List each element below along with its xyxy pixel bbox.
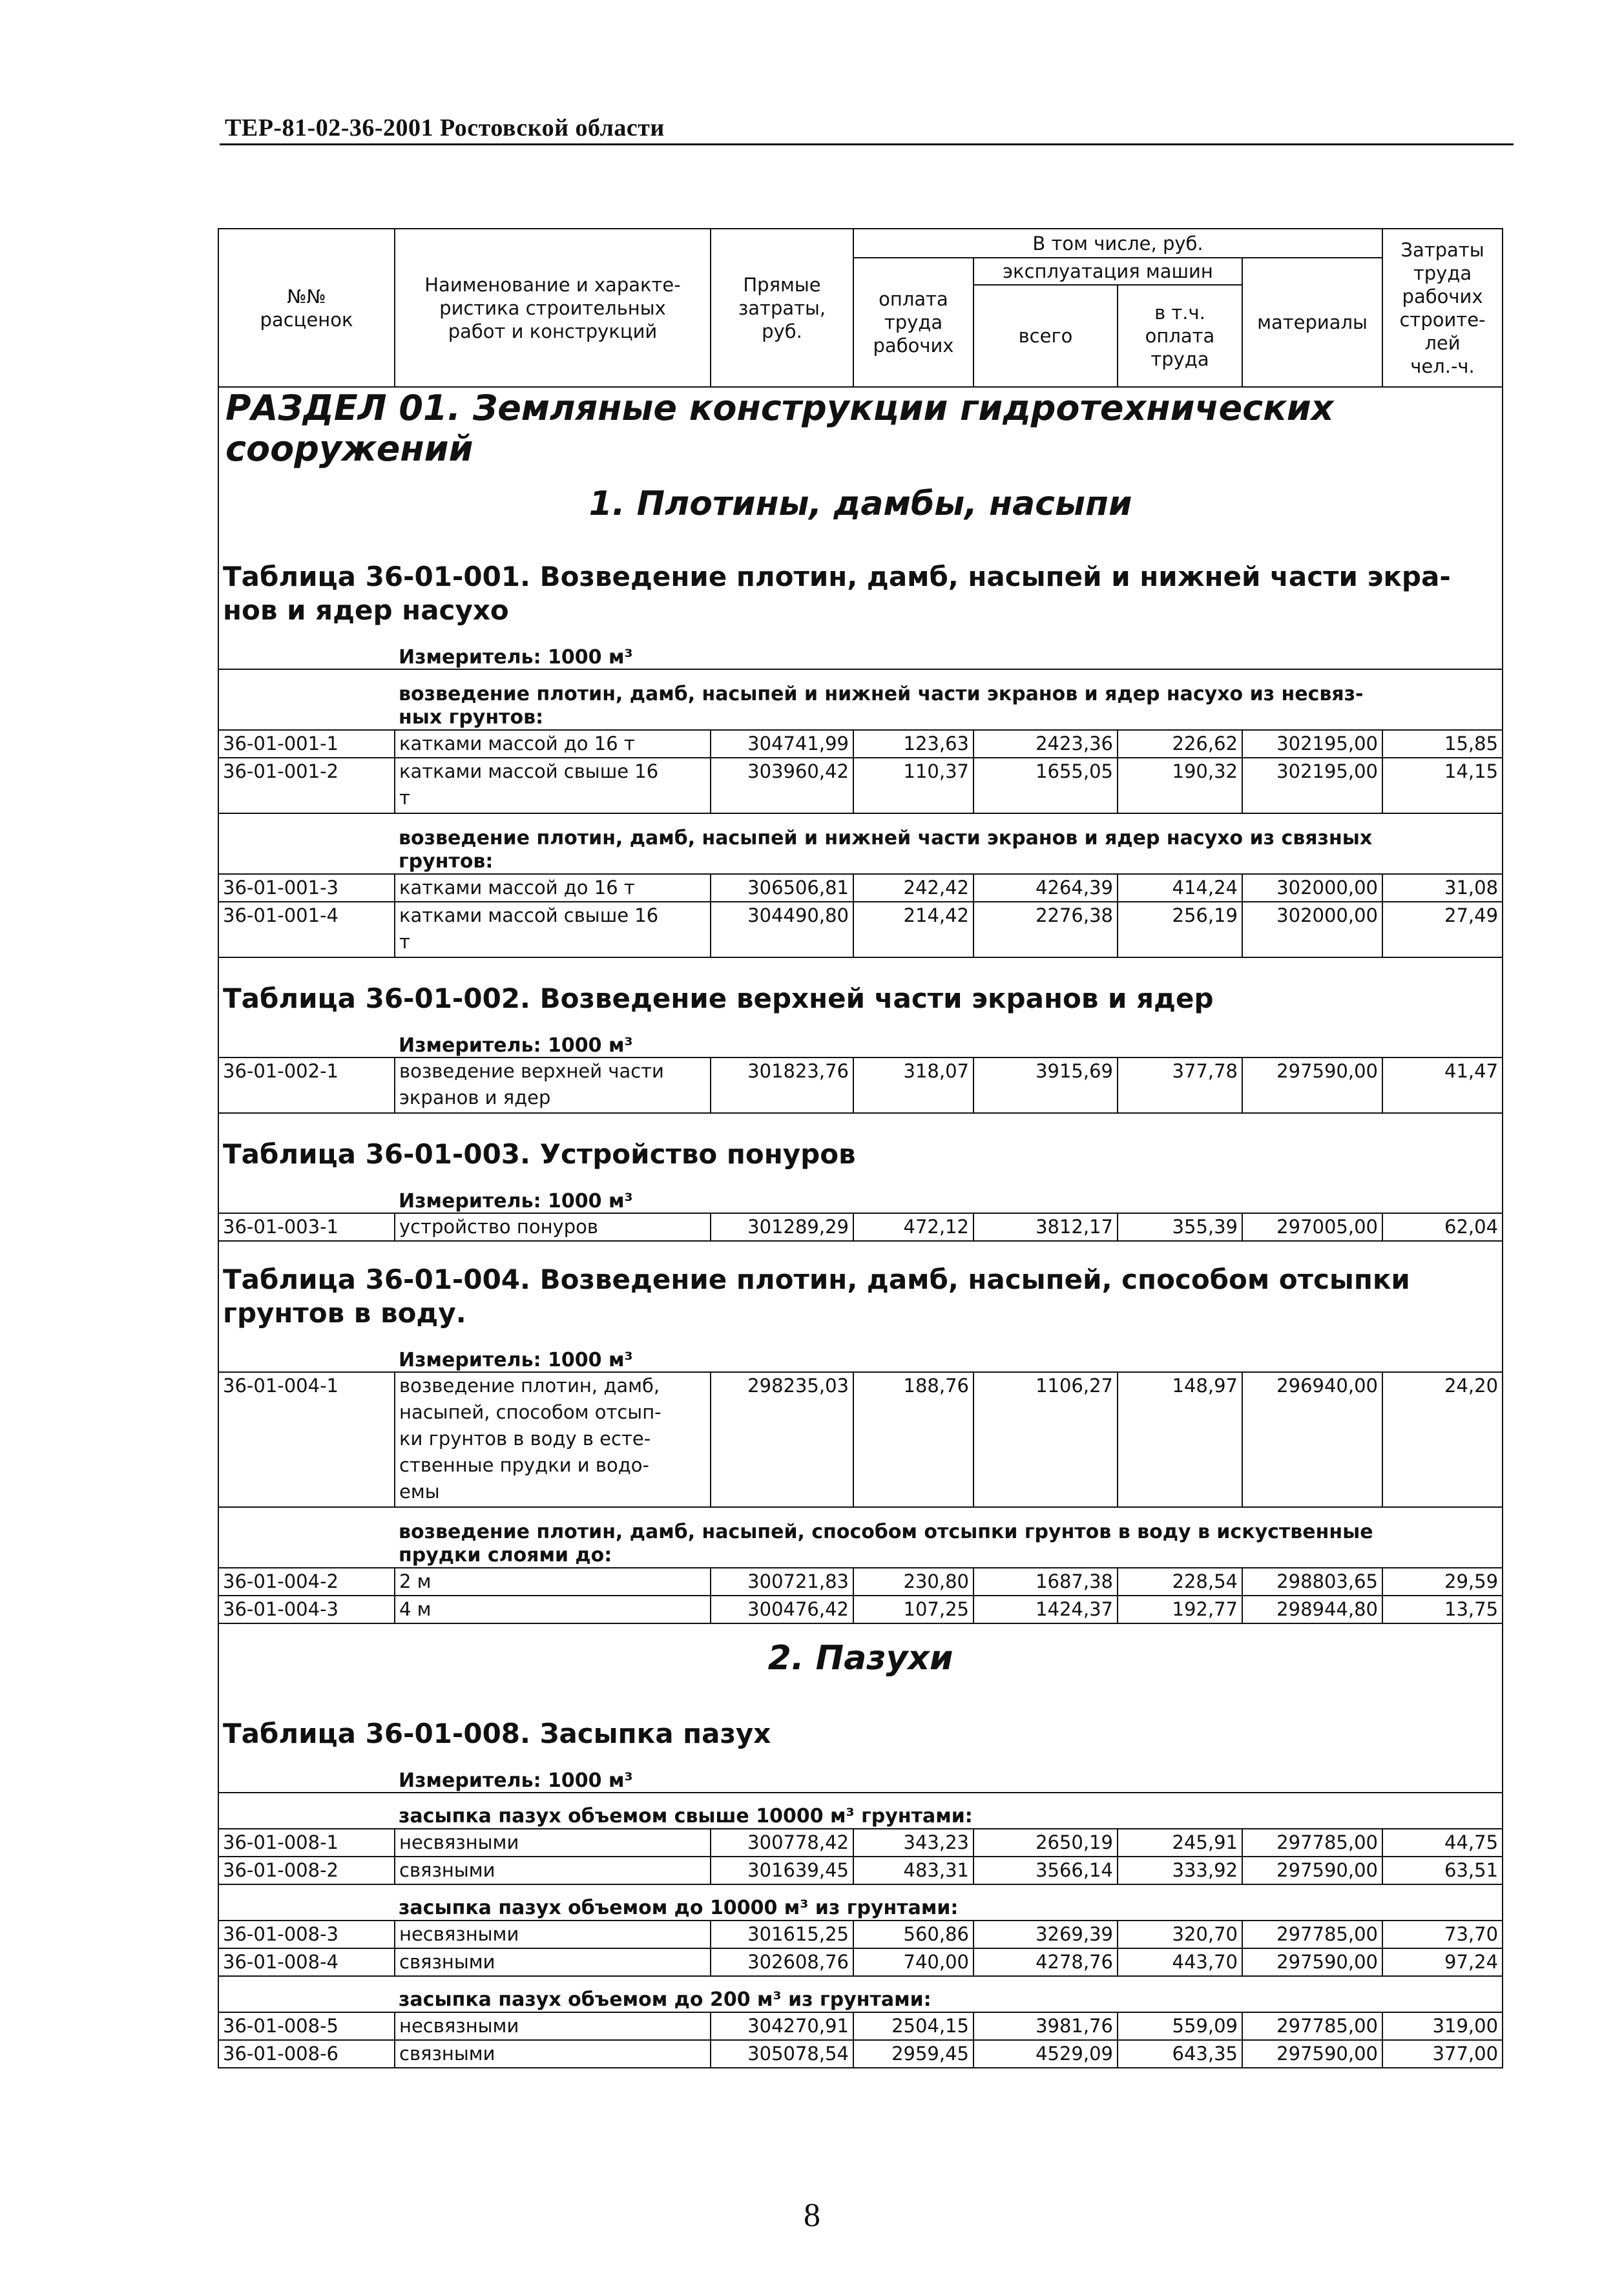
table-header — [218, 228, 1503, 388]
table-row — [218, 1921, 1503, 1948]
direct-costs: 304270,91 — [711, 2012, 853, 2040]
group-heading: возведение плотин, дамб, насыпей и нижней части экранов и ядер насухо из несвяз- ных грунтов: — [395, 669, 1503, 730]
subsection-heading-row — [218, 469, 1503, 538]
work-name: катками массой свыше 16 т — [395, 902, 711, 957]
materials: 298803,65 — [1242, 1568, 1382, 1596]
machines-total: 3915,69 — [973, 1057, 1118, 1113]
labor-hours: 15,85 — [1382, 730, 1503, 758]
machines-labor: 190,32 — [1118, 758, 1242, 813]
direct-costs: 303960,42 — [711, 758, 853, 813]
group-heading-row — [218, 1507, 1503, 1568]
materials: 297785,00 — [1242, 1921, 1382, 1948]
subsection-heading-row — [218, 1623, 1503, 1693]
labor-pay: 230,80 — [853, 1568, 973, 1596]
header-code: №№ расценок — [218, 229, 395, 387]
machines-labor: 643,35 — [1118, 2040, 1242, 2068]
spacer — [218, 1793, 395, 1829]
group-heading-row — [218, 1793, 1503, 1829]
section-heading-row — [218, 387, 1503, 469]
machines-total: 2276,38 — [973, 902, 1118, 957]
rate-code: 36-01-008-6 — [218, 2040, 395, 2068]
subsection-heading: 1. Плотины, дамбы, насыпи — [218, 469, 1503, 538]
work-name: несвязными — [395, 1921, 711, 1948]
machines-labor: 192,77 — [1118, 1596, 1242, 1623]
table-row — [218, 1596, 1503, 1623]
machines-labor: 256,19 — [1118, 902, 1242, 957]
materials: 297590,00 — [1242, 1857, 1382, 1884]
materials: 297590,00 — [1242, 2040, 1382, 2068]
group-heading: засыпка пазух объемом до 10000 м³ из грунтами: — [395, 1884, 1503, 1921]
direct-costs: 305078,54 — [711, 2040, 853, 2068]
header-machines-total: всего — [973, 285, 1118, 387]
group-heading-row — [218, 669, 1503, 730]
labor-pay: 107,25 — [853, 1596, 973, 1623]
direct-costs: 304741,99 — [711, 730, 853, 758]
group-heading: возведение плотин, дамб, насыпей и нижней части экранов и ядер насухо из связных грунтов: — [395, 813, 1503, 874]
spacer — [218, 1507, 395, 1568]
measure-unit-row — [218, 632, 1503, 669]
header-machines-labor: в т.ч. оплата труда — [1118, 285, 1242, 387]
machines-labor: 559,09 — [1118, 2012, 1242, 2040]
spacer — [218, 1021, 395, 1057]
work-name: устройство понуров — [395, 1213, 711, 1241]
table-row — [218, 1568, 1503, 1596]
machines-labor: 226,62 — [1118, 730, 1242, 758]
work-name: связными — [395, 1948, 711, 1976]
table-row — [218, 1829, 1503, 1857]
machines-total: 2650,19 — [973, 1829, 1118, 1857]
machines-labor: 377,78 — [1118, 1057, 1242, 1113]
labor-hours: 13,75 — [1382, 1596, 1503, 1623]
machines-total: 1655,05 — [973, 758, 1118, 813]
labor-hours: 73,70 — [1382, 1921, 1503, 1948]
materials: 297785,00 — [1242, 1829, 1382, 1857]
rate-code: 36-01-004-1 — [218, 1372, 395, 1507]
materials: 302000,00 — [1242, 902, 1382, 957]
machines-labor: 320,70 — [1118, 1921, 1242, 1948]
rate-code: 36-01-003-1 — [218, 1213, 395, 1241]
work-name: 2 м — [395, 1568, 711, 1596]
table-title: Таблица 36-01-004. Возведение плотин, дамб, насыпей, способом отсыпки грунтов в воду. — [218, 1241, 1503, 1335]
work-name: возведение верхней части экранов и ядер — [395, 1057, 711, 1113]
measure-unit: Измеритель: 1000 м³ — [395, 632, 1503, 669]
measure-unit: Измеритель: 1000 м³ — [395, 1176, 1503, 1213]
materials: 296940,00 — [1242, 1372, 1382, 1507]
table-row — [218, 2012, 1503, 2040]
labor-hours: 62,04 — [1382, 1213, 1503, 1241]
labor-hours: 44,75 — [1382, 1829, 1503, 1857]
machines-total: 1424,37 — [973, 1596, 1118, 1623]
group-heading: засыпка пазух объемом до 200 м³ из грунтами: — [395, 1976, 1503, 2012]
page-number: 8 — [804, 2197, 820, 2234]
measure-unit-row — [218, 1335, 1503, 1372]
spacer — [218, 813, 395, 874]
table-row — [218, 730, 1503, 758]
measure-unit: Измеритель: 1000 м³ — [395, 1335, 1503, 1372]
materials: 302195,00 — [1242, 758, 1382, 813]
subsection-heading: 2. Пазухи — [218, 1623, 1503, 1693]
table-row — [218, 2040, 1503, 2068]
rate-code: 36-01-004-3 — [218, 1596, 395, 1623]
measure-unit-row — [218, 1021, 1503, 1057]
labor-pay: 318,07 — [853, 1057, 973, 1113]
machines-total: 4264,39 — [973, 874, 1118, 902]
labor-pay: 2504,15 — [853, 2012, 973, 2040]
measure-unit: Измеритель: 1000 м³ — [395, 1756, 1503, 1793]
work-name: катками массой свыше 16 т — [395, 758, 711, 813]
labor-hours: 63,51 — [1382, 1857, 1503, 1884]
spacer — [218, 1756, 395, 1793]
direct-costs: 301823,76 — [711, 1057, 853, 1113]
rate-code: 36-01-001-2 — [218, 758, 395, 813]
labor-hours: 319,00 — [1382, 2012, 1503, 2040]
direct-costs: 301639,45 — [711, 1857, 853, 1884]
group-heading-row — [218, 1884, 1503, 1921]
rate-code: 36-01-001-3 — [218, 874, 395, 902]
rate-code: 36-01-001-4 — [218, 902, 395, 957]
labor-hours: 29,59 — [1382, 1568, 1503, 1596]
labor-hours: 41,47 — [1382, 1057, 1503, 1113]
table-title: Таблица 36-01-001. Возведение плотин, дамб, насыпей и нижней части экра- нов и ядер насухо — [218, 538, 1503, 632]
group-heading: засыпка пазух объемом свыше 10000 м³ грунтами: — [395, 1793, 1503, 1829]
materials: 297785,00 — [1242, 2012, 1382, 2040]
table-row — [218, 1372, 1503, 1507]
direct-costs: 304490,80 — [711, 902, 853, 957]
materials: 297005,00 — [1242, 1213, 1382, 1241]
machines-total: 1687,38 — [973, 1568, 1118, 1596]
table-row — [218, 1057, 1503, 1113]
machines-labor: 443,70 — [1118, 1948, 1242, 1976]
labor-pay: 188,76 — [853, 1372, 973, 1507]
materials: 297590,00 — [1242, 1948, 1382, 1976]
labor-pay: 472,12 — [853, 1213, 973, 1241]
labor-pay: 110,37 — [853, 758, 973, 813]
work-name: связными — [395, 1857, 711, 1884]
table-row — [218, 1948, 1503, 1976]
direct-costs: 300778,42 — [711, 1829, 853, 1857]
machines-total: 1106,27 — [973, 1372, 1118, 1507]
machines-labor: 333,92 — [1118, 1857, 1242, 1884]
direct-costs: 300721,83 — [711, 1568, 853, 1596]
labor-pay: 242,42 — [853, 874, 973, 902]
rate-code: 36-01-008-5 — [218, 2012, 395, 2040]
header-labor-hours: Затраты труда рабочих строите- лей чел.-ч. — [1382, 229, 1503, 387]
table-title-row — [218, 1113, 1503, 1176]
table-title: Таблица 36-01-008. Засыпка пазух — [218, 1693, 1503, 1756]
rate-code: 36-01-004-2 — [218, 1568, 395, 1596]
group-heading-row — [218, 813, 1503, 874]
materials: 302195,00 — [1242, 730, 1382, 758]
machines-total: 3269,39 — [973, 1921, 1118, 1948]
work-name: катками массой до 16 т — [395, 730, 711, 758]
table-row — [218, 1857, 1503, 1884]
rate-code: 36-01-002-1 — [218, 1057, 395, 1113]
table-row — [218, 1213, 1503, 1241]
rate-code: 36-01-008-4 — [218, 1948, 395, 1976]
rates-table — [218, 386, 1503, 2068]
machines-labor: 414,24 — [1118, 874, 1242, 902]
labor-pay: 483,31 — [853, 1857, 973, 1884]
direct-costs: 301615,25 — [711, 1921, 853, 1948]
direct-costs: 306506,81 — [711, 874, 853, 902]
spacer — [218, 1976, 395, 2012]
direct-costs: 302608,76 — [711, 1948, 853, 1976]
labor-hours: 377,00 — [1382, 2040, 1503, 2068]
labor-hours: 27,49 — [1382, 902, 1503, 957]
table-row — [218, 758, 1503, 813]
table-title-row — [218, 1241, 1503, 1335]
spacer — [218, 1884, 395, 1921]
machines-labor: 228,54 — [1118, 1568, 1242, 1596]
machines-total: 4529,09 — [973, 2040, 1118, 2068]
section-heading: РАЗДЕЛ 01. Земляные конструкции гидротехнических сооружений — [218, 387, 1503, 469]
spacer — [218, 1335, 395, 1372]
measure-unit-row — [218, 1176, 1503, 1213]
measure-unit-row — [218, 1756, 1503, 1793]
header-labor-pay: оплата труда рабочих — [853, 258, 973, 387]
header-name: Наименование и характе- ристика строительных работ и конструкций — [395, 229, 711, 387]
materials: 298944,80 — [1242, 1596, 1382, 1623]
direct-costs: 298235,03 — [711, 1372, 853, 1507]
labor-pay: 560,86 — [853, 1921, 973, 1948]
rate-code: 36-01-001-1 — [218, 730, 395, 758]
header-materials: материалы — [1242, 258, 1382, 387]
table-row — [218, 902, 1503, 957]
machines-total: 3981,76 — [973, 2012, 1118, 2040]
labor-pay: 343,23 — [853, 1829, 973, 1857]
labor-hours: 31,08 — [1382, 874, 1503, 902]
direct-costs: 300476,42 — [711, 1596, 853, 1623]
labor-hours: 14,15 — [1382, 758, 1503, 813]
title-rule — [220, 143, 1514, 145]
table-title: Таблица 36-01-003. Устройство понуров — [218, 1113, 1503, 1176]
table-row — [218, 874, 1503, 902]
machines-labor: 148,97 — [1118, 1372, 1242, 1507]
labor-pay: 740,00 — [853, 1948, 973, 1976]
machines-labor: 355,39 — [1118, 1213, 1242, 1241]
labor-pay: 123,63 — [853, 730, 973, 758]
rate-code: 36-01-008-3 — [218, 1921, 395, 1948]
rate-code: 36-01-008-2 — [218, 1857, 395, 1884]
measure-unit: Измеритель: 1000 м³ — [395, 1021, 1503, 1057]
materials: 302000,00 — [1242, 874, 1382, 902]
work-name: связными — [395, 2040, 711, 2068]
direct-costs: 301289,29 — [711, 1213, 853, 1241]
table-title-row — [218, 538, 1503, 632]
machines-labor: 245,91 — [1118, 1829, 1242, 1857]
labor-pay: 214,42 — [853, 902, 973, 957]
table-title-row — [218, 1693, 1503, 1756]
header-direct-costs: Прямые затраты, руб. — [711, 229, 853, 387]
table-title-row — [218, 957, 1503, 1021]
materials: 297590,00 — [1242, 1057, 1382, 1113]
work-name: несвязными — [395, 2012, 711, 2040]
header-machines: эксплуатация машин — [973, 258, 1242, 285]
spacer — [218, 1176, 395, 1213]
machines-total: 4278,76 — [973, 1948, 1118, 1976]
work-name: катками массой до 16 т — [395, 874, 711, 902]
spacer — [218, 632, 395, 669]
group-heading: возведение плотин, дамб, насыпей, способом отсыпки грунтов в воду в искуственные прудки слоями до: — [395, 1507, 1503, 1568]
table-title: Таблица 36-01-002. Возведение верхней части экранов и ядер — [218, 957, 1503, 1021]
machines-total: 3566,14 — [973, 1857, 1118, 1884]
spacer — [218, 669, 395, 730]
document-title: ТЕР-81-02-36-2001 Ростовской области — [225, 114, 665, 141]
header-including: В том числе, руб. — [853, 229, 1382, 258]
machines-total: 3812,17 — [973, 1213, 1118, 1241]
machines-total: 2423,36 — [973, 730, 1118, 758]
work-name: 4 м — [395, 1596, 711, 1623]
labor-hours: 24,20 — [1382, 1372, 1503, 1507]
labor-hours: 97,24 — [1382, 1948, 1503, 1976]
labor-pay: 2959,45 — [853, 2040, 973, 2068]
work-name: несвязными — [395, 1829, 711, 1857]
group-heading-row — [218, 1976, 1503, 2012]
rate-code: 36-01-008-1 — [218, 1829, 395, 1857]
work-name: возведение плотин, дамб, насыпей, способом отсып- ки грунтов в воду в есте- ственные прудки и водо- емы — [395, 1372, 711, 1507]
